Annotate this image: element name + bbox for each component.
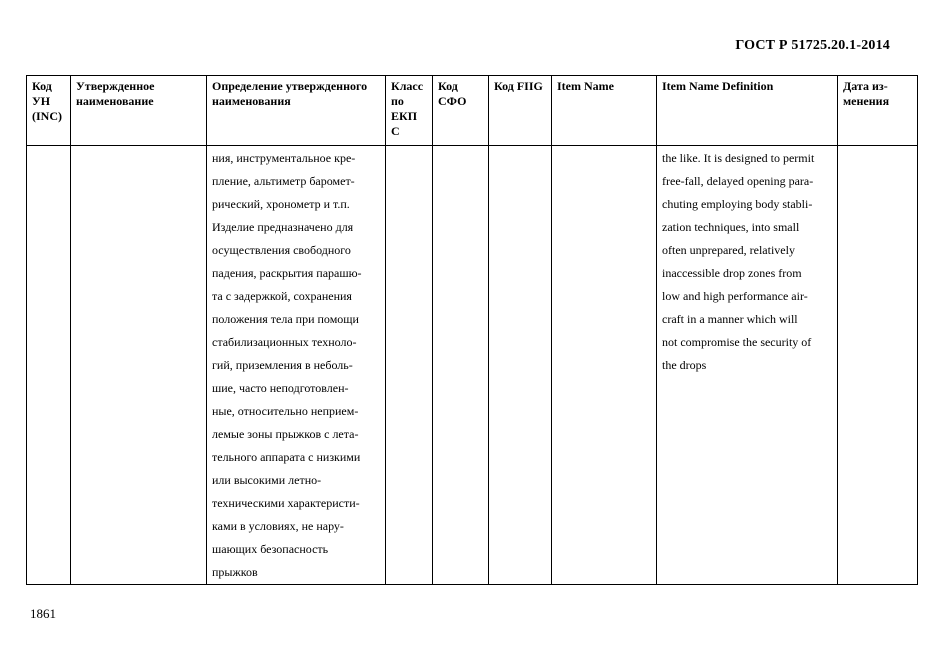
- definition-ru-line: стабилизационных техноло-: [212, 335, 357, 349]
- definition-ru-line: та с задержкой, сохранения: [212, 289, 352, 303]
- col-header-inc: Код УН (INC): [27, 76, 71, 146]
- definition-en-line: often unprepared, relatively: [662, 243, 795, 257]
- cell-definition-ru: [207, 146, 386, 585]
- definition-ru-line: пление, альтиметр баромет-: [212, 174, 355, 188]
- col-header-item-name-definition: Item Name Definition: [657, 76, 838, 146]
- definition-ru-line: положения тела при помощи: [212, 312, 359, 326]
- header-row: [27, 76, 918, 146]
- col-header-fiig-code: Код FIIG: [489, 76, 552, 146]
- table-row: [27, 146, 918, 585]
- definition-ru-line: ния, инструментальное кре-: [212, 151, 356, 165]
- definition-ru-line: лемые зоны прыжков с лета-: [212, 427, 359, 441]
- cell-item-name: [552, 146, 657, 585]
- col-header-class: Класс по ЕКП С: [386, 76, 433, 146]
- definition-ru-line: Изделие предназначено для: [212, 220, 354, 234]
- nomenclature-table: [26, 75, 918, 585]
- definition-en-line: zation techniques, into small: [662, 220, 800, 234]
- cell-approved-name: [71, 146, 207, 585]
- col-header-item-name: Item Name: [552, 76, 657, 146]
- standard-code: ГОСТ Р 51725.20.1-2014: [735, 38, 890, 53]
- cell-class: [386, 146, 433, 585]
- cell-change-date: [838, 146, 918, 585]
- definition-ru-line: рический, хронометр и т.п.: [212, 197, 350, 211]
- col-header-sfo-code: Код СФО: [433, 76, 489, 146]
- definition-ru-line: гий, приземления в неболь-: [212, 358, 353, 372]
- col-header-change-date: Дата из-менения: [838, 76, 918, 146]
- definition-en-line: not compromise the security of: [662, 335, 812, 349]
- cell-item-name-definition: [657, 146, 838, 585]
- definition-ru-line: прыжков: [212, 565, 258, 579]
- definition-ru-line: осуществления свободного: [212, 243, 351, 257]
- definition-en-line: craft in a manner which will: [662, 312, 798, 326]
- page-number: 1861: [30, 606, 56, 621]
- cell-inc: [27, 146, 71, 585]
- definition-en-line: free-fall, delayed opening para-: [662, 174, 814, 188]
- definition-ru-line: техническими характеристи-: [212, 496, 360, 510]
- definition-en-line: the like. It is designed to permit: [662, 151, 815, 165]
- cell-sfo-code: [433, 146, 489, 585]
- col-header-approved-name: Утвержденное наименование: [71, 76, 207, 146]
- definition-ru-line: ные, относительно неприем-: [212, 404, 359, 418]
- cell-fiig-code: [489, 146, 552, 585]
- definition-en-line: chuting employing body stabli-: [662, 197, 813, 211]
- definition-ru-line: или высокими летно-: [212, 473, 322, 487]
- definition-ru-line: ками в условиях, не нару-: [212, 519, 344, 533]
- col-header-definition-ru: Определение утвержденного наименования: [207, 76, 386, 146]
- definition-en-line: inaccessible drop zones from: [662, 266, 802, 280]
- definition-en-line: the drops: [662, 358, 707, 372]
- definition-ru-line: шающих безопасность: [212, 542, 329, 556]
- definition-ru-line: падения, раскрытия парашю-: [212, 266, 362, 280]
- definition-en-line: low and high performance air-: [662, 289, 808, 303]
- definition-ru-line: тельного аппарата с низкими: [212, 450, 361, 464]
- definition-ru-line: шие, часто неподготовлен-: [212, 381, 349, 395]
